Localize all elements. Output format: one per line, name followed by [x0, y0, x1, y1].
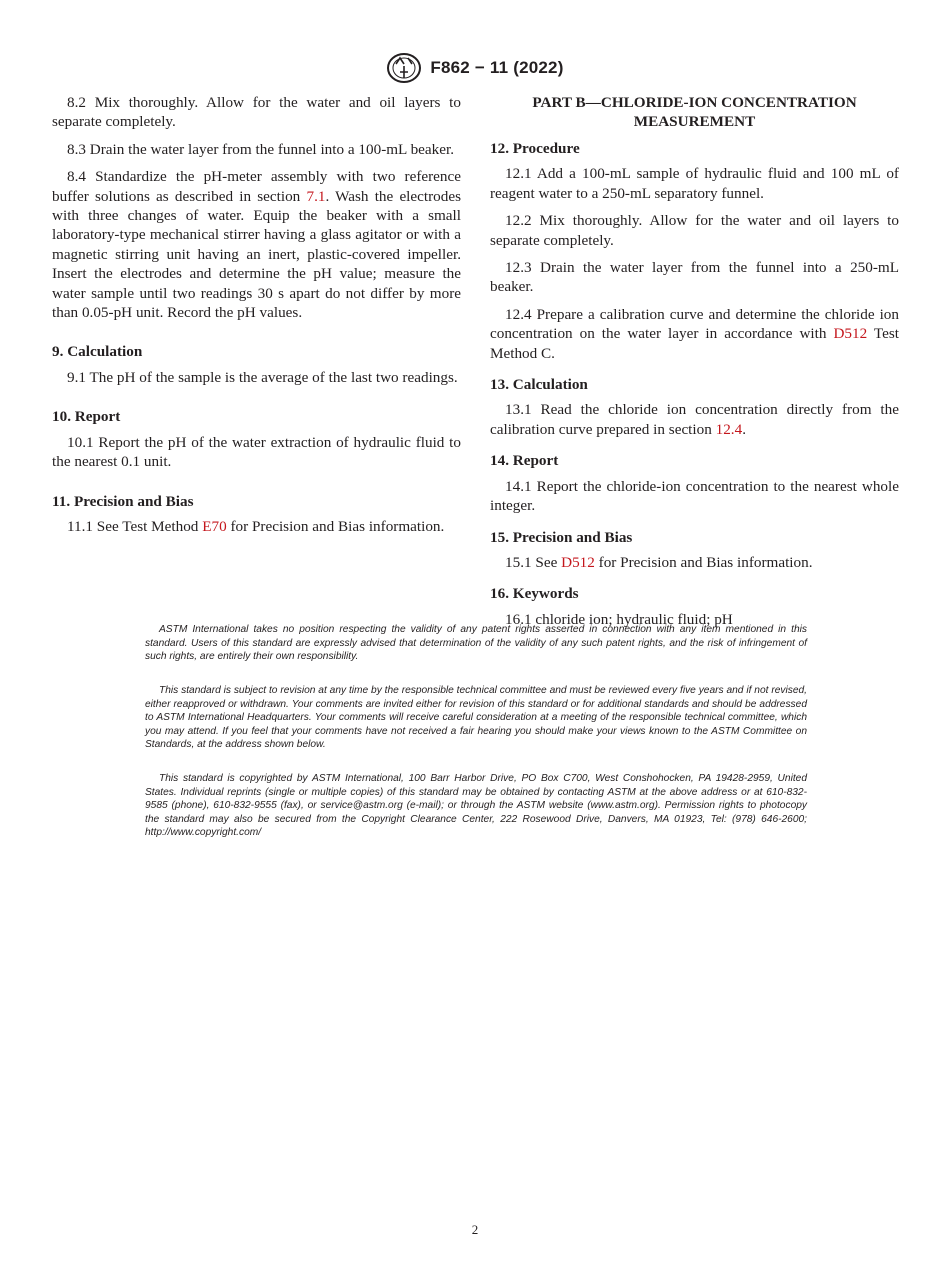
page-header	[0, 52, 950, 89]
link-e70[interactable]: E70	[202, 517, 227, 535]
revision-notice	[145, 684, 807, 752]
heading-9-calculation: 9. Calculation	[52, 343, 143, 361]
link-d512[interactable]: D512	[833, 325, 868, 343]
heading-10-report: 10. Report	[52, 408, 121, 426]
paragraph-12-4	[490, 305, 899, 363]
part-b-title	[490, 93, 899, 131]
paragraph-14-1: 14.1 Report the chloride-ion concentration to the nearest whole integer.	[490, 477, 899, 515]
document-id: F862 − 11 (2022)	[430, 58, 564, 77]
left-column	[52, 93, 461, 544]
part-b-title-line-1: PART B—CHLORIDE-ION CONCENTRATION	[532, 94, 857, 111]
paragraph-13-1-text-a: 13.1 Read the chloride ion concentration directly from the calibration curve prepared in section	[490, 401, 899, 438]
heading-11-precision-bias: 11. Precision and Bias	[52, 492, 194, 510]
patent-notice-text: ASTM International takes no position respecting the validity of any patent rights asserted in connection with any item mentioned in this standard. Users of this standard are expressly advised that determination of the validity of any such patent rights, and the risk of infringement of such rights, are entirely their own responsibility.	[145, 624, 807, 663]
paragraph-12-1: 12.1 Add a 100-mL sample of hydraulic fluid and 100 mL of reagent water to a 250-mL separatory funnel.	[490, 165, 899, 202]
copyright-notice	[145, 772, 807, 840]
revision-notice-text: This standard is subject to revision at any time by the responsible technical committee and must be reviewed every five years and if not revised, either reapproved or withdrawn. Your comments are invited either for revision of this standard or for additional standards and should be addressed to ASTM International Headquarters. Your comments will receive careful consideration at a meeting of the responsible technical committee, which you may attend. If you feel that your comments have not received a fair hearing you should make your views known to the ASTM Committee on Standards, at the address shown below.	[145, 685, 807, 751]
paragraph-15-1-text-a: 15.1 See	[505, 553, 562, 571]
paragraph-8-3: 8.3 Drain the water layer from the funnel into a 100-mL beaker.	[67, 140, 454, 158]
paragraph-15-1	[490, 553, 899, 572]
paragraph-8-4-text-a: 8.4 Standardize the pH-meter assembly with two reference buffer solutions as described in section	[52, 168, 461, 205]
paragraph-13-1-text-b: .	[742, 420, 746, 438]
heading-12-procedure: 12. Procedure	[490, 140, 580, 157]
page-number: 2	[471, 1222, 479, 1237]
paragraph-12-4-text-a: 12.4 Prepare a calibration curve and determine the chloride ion concentration on the water layer in accordance with	[490, 305, 899, 343]
paragraph-8-4-text-b: . Wash the electrodes with three changes of water. Equip the beaker with a small laboratory-type mechanical stirrer having a glass agitator or with a magnetic stirring unit having an inert, plastic-covered impeller. Insert the electrodes and determine the pH value; measure the water sample until two readings 30 s apart do not differ by more than 0.05-pH unit. Record the pH values.	[52, 187, 462, 322]
heading-15-precision-bias: 15. Precision and Bias	[490, 528, 633, 546]
paragraph-11-1-text-b: for Precision and Bias information.	[226, 517, 445, 535]
astm-logo-icon	[386, 52, 422, 84]
right-column	[490, 93, 899, 637]
paragraph-11-1-text-a: 11.1 See Test Method	[67, 517, 203, 535]
link-section-7-1[interactable]: 7.1	[306, 187, 326, 205]
link-d512-precision[interactable]: D512	[561, 553, 595, 571]
paragraph-12-4-text-b: Test Method C.	[490, 325, 899, 362]
paragraph-9-1: 9.1 The pH of the sample is the average of the last two readings.	[67, 368, 458, 386]
paragraph-16-1: 16.1 chloride ion; hydraulic fluid; pH	[505, 610, 733, 628]
paragraph-10-1: 10.1 Report the pH of the water extraction of hydraulic fluid to the nearest 0.1 unit.	[52, 433, 461, 471]
paragraph-12-3: 12.3 Drain the water layer from the funnel into a 250-mL beaker.	[490, 259, 899, 296]
paragraph-8-4	[52, 167, 461, 322]
paragraph-8-2: 8.2 Mix thoroughly. Allow for the water and oil layers to separate completely.	[52, 94, 461, 131]
paragraph-13-1	[490, 400, 899, 439]
heading-14-report: 14. Report	[490, 452, 559, 470]
paragraph-12-2: 12.2 Mix thoroughly. Allow for the water and oil layers to separate completely.	[490, 212, 899, 249]
paragraph-15-1-text-b: for Precision and Bias information.	[594, 553, 813, 571]
copyright-notice-text: This standard is copyrighted by ASTM International, 100 Barr Harbor Drive, PO Box C700, West Conshohocken, PA 19428-2959, United States. Individual reprints (single or multiple copies) of this standard may be obtained by contacting ASTM at the above address or at 610-832-9585 (phone), 610-832-9555 (fax), or service@astm.org (e-mail); or through the ASTM website (www.astm.org). Permission rights to photocopy the standard may also be secured from the Copyright Clearance Center, 222 Rosewood Drive, Danvers, MA 01923, Tel: (978) 646-2600; http://www.copyright.com/	[145, 773, 807, 839]
link-section-12-4[interactable]: 12.4	[715, 420, 743, 438]
paragraph-11-1	[52, 517, 461, 536]
heading-13-calculation: 13. Calculation	[490, 376, 588, 394]
heading-16-keywords: 16. Keywords	[490, 585, 579, 603]
patent-notice	[145, 623, 807, 664]
part-b-title-line-2: MEASUREMENT	[633, 113, 756, 130]
